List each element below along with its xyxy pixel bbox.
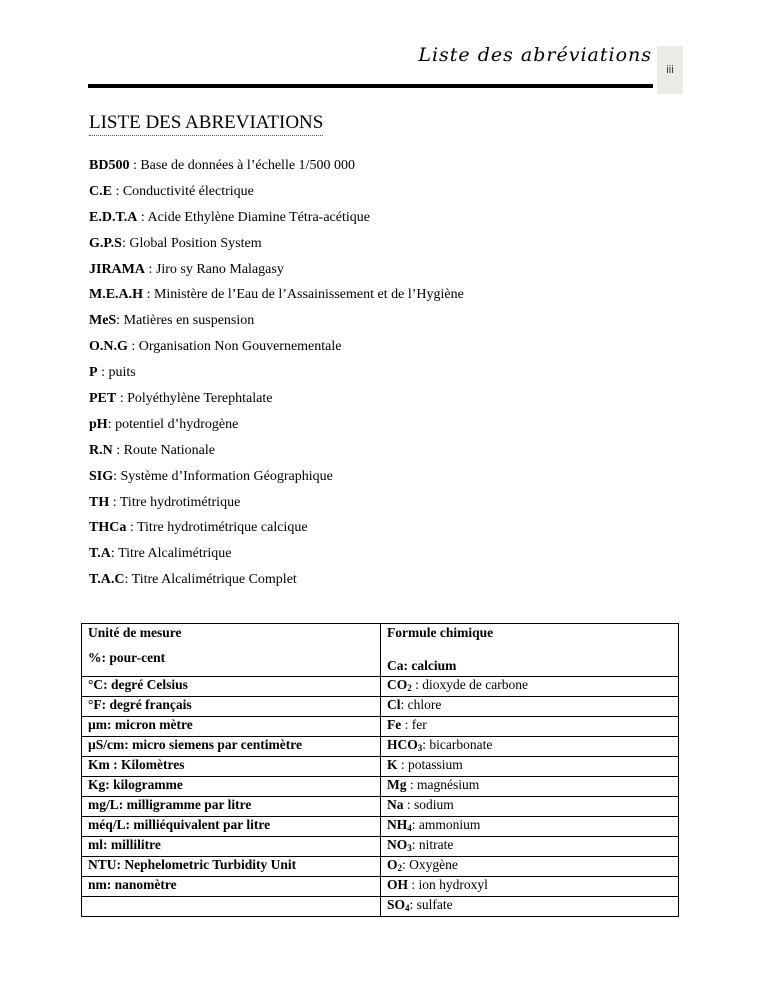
table-row xyxy=(82,697,679,717)
formula-name: : ammonium xyxy=(411,817,481,832)
formula-name: : potassium xyxy=(397,757,463,772)
formula-cell xyxy=(381,817,679,837)
list-item xyxy=(89,517,464,543)
formula-cell xyxy=(381,697,679,717)
formula-entry: Ca: calcium xyxy=(387,658,457,673)
unit-cell: méq/L: milliéquivalent par litre xyxy=(82,817,381,837)
table-row xyxy=(82,737,679,757)
unit-cell: mg/L: milligramme par litre xyxy=(82,797,381,817)
table-row xyxy=(82,837,679,857)
unit-cell: nm: nanomètre xyxy=(82,877,381,897)
list-item xyxy=(89,543,464,569)
abbr-sep: : xyxy=(121,235,130,251)
formula-cell xyxy=(381,837,679,857)
list-item xyxy=(89,388,464,414)
abbr-meaning: Acide Ethylène Diamine Tétra-acétique xyxy=(147,209,370,225)
abbr-meaning: Système d’Information Géographique xyxy=(120,468,333,484)
formula-name: : nitrate xyxy=(411,837,454,852)
formula-subscript: 3 xyxy=(417,743,423,753)
table-row xyxy=(82,677,679,697)
formula-name: : sulfate xyxy=(409,897,453,912)
unit-cell: µm: micron mètre xyxy=(82,717,381,737)
units-column-title: Unité de mesure xyxy=(88,625,182,640)
formula-name: : magnésium xyxy=(406,777,480,792)
formula-cell xyxy=(381,717,679,737)
abbr-sep: : xyxy=(145,261,156,277)
formula-cell xyxy=(381,757,679,777)
unit-cell xyxy=(82,897,381,917)
formula-symbol: NH xyxy=(387,817,408,832)
formula-symbol: K xyxy=(387,757,398,772)
abbr-sep: : xyxy=(113,468,121,484)
unit-cell: µS/cm: micro siemens par centimètre xyxy=(82,737,381,757)
abbr-term: O.N.G xyxy=(89,339,128,355)
abbr-term: G.P.S xyxy=(89,235,122,251)
abbr-sep: : xyxy=(126,520,137,536)
section-title: LISTE DES ABREVIATIONS xyxy=(89,112,323,136)
formula-name: : chlore xyxy=(400,697,442,712)
table-row xyxy=(82,897,679,917)
abbr-meaning: Route Nationale xyxy=(123,442,215,458)
unit-cell: Kg: kilogramme xyxy=(82,777,381,797)
abbr-meaning: Organisation Non Gouvernementale xyxy=(138,339,342,355)
table-row xyxy=(82,717,679,737)
abbr-meaning: Global Position System xyxy=(129,235,262,251)
abbr-meaning: Base de données à l’échelle 1/500 000 xyxy=(140,158,355,173)
abbr-meaning: Ministère de l’Eau de l’Assainissement et de l’Hygiène xyxy=(153,287,464,303)
table-header-row xyxy=(82,624,679,677)
formula-cell xyxy=(381,797,679,817)
table-row xyxy=(82,817,679,837)
formula-header-cell xyxy=(381,624,679,677)
formula-symbol: Mg xyxy=(387,777,407,792)
formula-symbol: OH xyxy=(387,877,409,892)
formula-symbol: NO xyxy=(387,837,408,852)
list-item xyxy=(89,569,464,595)
formula-subscript: 2 xyxy=(397,863,403,873)
abbr-sep: : xyxy=(124,572,132,588)
abbr-sep: : xyxy=(143,287,154,303)
abbr-term: M.E.A.H xyxy=(89,287,144,303)
abbr-sep: : xyxy=(110,546,119,562)
page-number-tab: iii xyxy=(657,46,683,94)
abbr-term: JIRAMA xyxy=(89,261,145,277)
list-item xyxy=(89,492,464,518)
abbr-term: pH xyxy=(89,416,108,432)
list-item xyxy=(89,155,464,181)
formula-subscript: 3 xyxy=(407,843,412,853)
abbr-term: T.A.C xyxy=(89,572,125,588)
unit-cell: Km : Kilomètres xyxy=(82,757,381,777)
unit-entry: %: pour-cent xyxy=(88,650,166,665)
unit-cell: °C: degré Celsius xyxy=(82,677,381,697)
running-header-title: Liste des abréviations xyxy=(418,44,652,66)
abbr-term: THCa xyxy=(89,520,127,536)
abbr-meaning: Titre hydrotimétrique xyxy=(119,494,241,510)
formula-name: : fer xyxy=(401,717,427,732)
formula-name: : bicarbonate xyxy=(422,737,493,752)
formula-symbol: O xyxy=(387,857,398,872)
formula-subscript: 2 xyxy=(407,683,412,693)
list-item xyxy=(89,207,464,233)
abbr-term: SIG xyxy=(89,468,114,484)
formula-cell xyxy=(381,877,679,897)
table-row xyxy=(82,777,679,797)
abbr-term: BD500 xyxy=(89,158,130,173)
list-item xyxy=(89,414,464,440)
formula-cell xyxy=(381,737,679,757)
abbr-term: E.D.T.A xyxy=(89,209,138,225)
table-row xyxy=(82,857,679,877)
abbr-meaning: Polyéthylène Terephtalate xyxy=(127,391,273,407)
unit-cell: °F: degré français xyxy=(82,697,381,717)
list-item xyxy=(89,362,464,388)
abbr-term: PET xyxy=(89,391,117,407)
formula-name: : Oxygène xyxy=(402,857,458,872)
units-formula-table xyxy=(81,623,679,917)
formula-cell xyxy=(381,677,679,697)
list-item xyxy=(89,310,464,336)
table-row xyxy=(82,757,679,777)
table-row xyxy=(82,797,679,817)
formula-symbol: Fe xyxy=(387,717,402,732)
abbr-sep: : xyxy=(111,183,123,199)
abbr-sep: : xyxy=(127,339,139,355)
formula-name: : ion hydroxyl xyxy=(408,877,488,892)
formula-symbol: HCO xyxy=(387,737,418,752)
abbr-sep: : xyxy=(116,313,124,329)
abbr-sep: : xyxy=(109,494,120,510)
abbr-sep: : xyxy=(116,391,128,407)
list-item xyxy=(89,284,464,310)
formula-symbol: CO xyxy=(387,677,408,692)
abbr-meaning: Conductivité électrique xyxy=(122,183,254,199)
abbr-term: MeS xyxy=(89,313,117,329)
abbr-sep: : xyxy=(137,209,148,225)
list-item xyxy=(89,181,464,207)
abbr-term: R.N xyxy=(89,442,113,458)
unit-cell: NTU: Nephelometric Turbidity Unit xyxy=(82,857,381,877)
abbr-meaning: Titre hydrotimétrique calcique xyxy=(136,520,308,536)
formula-name: : dioxyde de carbone xyxy=(411,677,528,692)
formula-symbol: Na xyxy=(387,797,404,812)
formula-subscript: 4 xyxy=(405,903,410,913)
formula-column-title: Formule chimique xyxy=(387,625,494,640)
formula-cell xyxy=(381,897,679,917)
formula-cell xyxy=(381,857,679,877)
list-item xyxy=(89,336,464,362)
abbr-sep: : xyxy=(129,158,141,173)
abbr-term: TH xyxy=(89,494,110,510)
units-header-cell xyxy=(82,624,381,677)
abbr-meaning: potentiel d’hydrogène xyxy=(115,416,239,432)
abbr-term: C.E xyxy=(89,183,112,199)
list-item xyxy=(89,233,464,259)
abbr-meaning: Matières en suspension xyxy=(123,313,255,329)
table-row xyxy=(82,877,679,897)
formula-name: : sodium xyxy=(403,797,454,812)
list-item xyxy=(89,466,464,492)
abbr-sep: : xyxy=(107,416,116,432)
unit-cell: ml: millilitre xyxy=(82,837,381,857)
list-item xyxy=(89,259,464,285)
abbr-term: P xyxy=(89,365,98,381)
abbreviation-list xyxy=(89,155,464,595)
abbr-sep: : xyxy=(97,365,109,381)
formula-symbol: SO xyxy=(387,897,406,912)
abbr-meaning: Titre Alcalimétrique xyxy=(118,546,232,562)
formula-subscript: 4 xyxy=(407,823,412,833)
abbr-meaning: Titre Alcalimétrique Complet xyxy=(131,572,297,588)
abbr-meaning: puits xyxy=(108,365,136,381)
list-item xyxy=(89,440,464,466)
formula-symbol: Cl xyxy=(387,697,401,712)
header-rule xyxy=(88,84,653,88)
abbr-term: T.A xyxy=(89,546,111,562)
formula-cell xyxy=(381,777,679,797)
abbr-meaning: Jiro sy Rano Malagasy xyxy=(155,261,284,277)
abbr-sep: : xyxy=(112,442,124,458)
